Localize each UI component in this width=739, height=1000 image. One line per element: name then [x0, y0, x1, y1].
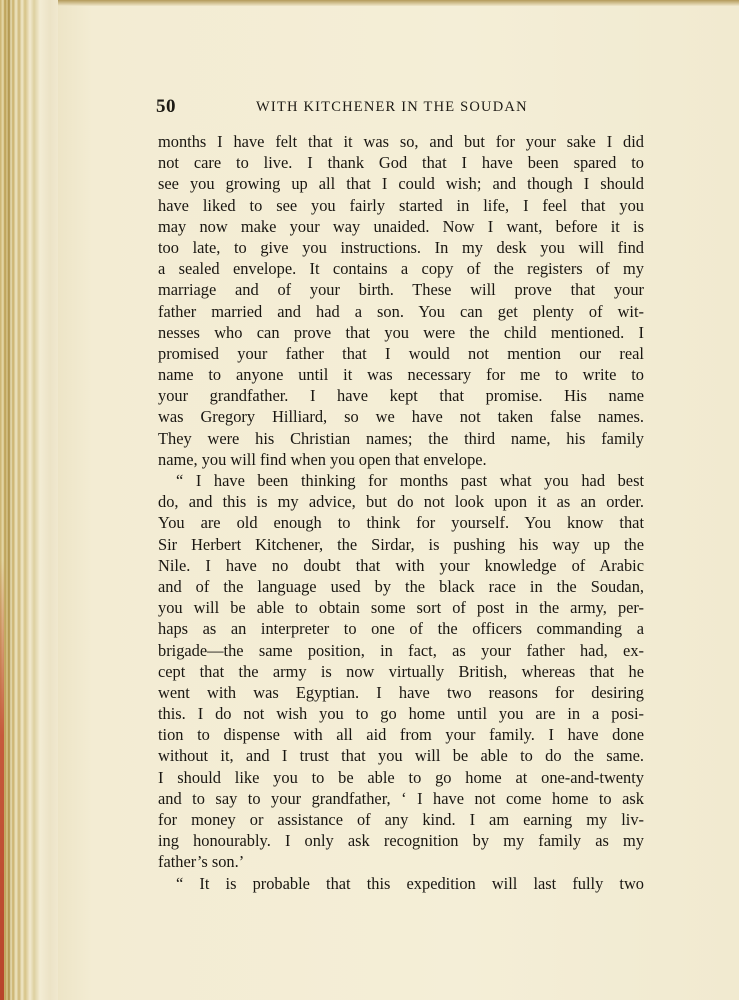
paragraph-start-line: “ It is probable that this expedition will last fully two	[176, 873, 644, 893]
text-line: haps as an interpreter to one of the officers commanding a	[158, 619, 644, 639]
page-header	[156, 96, 644, 118]
text-line: without it, and I trust that you will be able to do the same.	[158, 746, 644, 766]
paragraph-start-line: “ I have been thinking for months past what you had best	[176, 471, 644, 490]
text-line: marriage and of your birth. These will prove that your	[158, 280, 644, 300]
text-line: too late, to give you instructions. In my desk you will find	[158, 237, 644, 257]
text-line: was Gregory Hilliard, so we have not taken false names.	[158, 407, 644, 427]
text-line: nesses who can prove that you were the child mentioned. I	[158, 322, 644, 342]
text-line: cept that the army is now virtually British, whereas that he	[158, 661, 644, 681]
text-line: ing honourably. I only ask recognition by my family as my	[158, 831, 644, 851]
text-line: went with was Egyptian. I have two reasons for desiring	[158, 682, 644, 702]
paragraph-end-line: father’s son.’	[158, 852, 245, 872]
text-line: may now make your way unaided. Now I want, before it is	[158, 216, 644, 236]
text-line: Sir Herbert Kitchener, the Sirdar, is pushing his way up the	[158, 534, 644, 554]
text-line: I should like you to be able to go home at one-and-twenty	[158, 767, 644, 787]
text-line: a sealed envelope. It contains a copy of the registers of my	[158, 259, 644, 279]
text-line: you will be able to obtain some sort of post in the army, per-	[158, 598, 644, 618]
text-line: promised your father that I would not mention our real	[158, 343, 644, 363]
text-line: You are old enough to think for yourself. You know that	[158, 513, 644, 533]
text-line: father married and had a son. You can get plenty of wit-	[158, 301, 644, 321]
text-line: not care to live. I thank God that I have been spared to	[158, 153, 644, 173]
text-line: do, and this is my advice, but do not look upon it as an order.	[158, 492, 644, 512]
page-number: 50	[156, 96, 176, 117]
text-line: have liked to see you fairly started in life, I feel that you	[158, 195, 644, 215]
text-line: for money or assistance of any kind. I am earning my liv-	[158, 810, 644, 829]
page-edge-stain	[0, 560, 4, 1000]
text-line: months I have felt that it was so, and but for your sake I did	[158, 132, 644, 151]
text-line: and to say to your grandfather, ‘ I have not come home to ask	[158, 788, 644, 808]
book-gutter	[0, 0, 58, 1000]
text-line: see you growing up all that I could wish; and though I should	[158, 174, 644, 194]
text-line: this. I do not wish you to go home until you are in a posi-	[158, 704, 644, 724]
paragraph-end-line: name, you will find when you open that envelope.	[158, 449, 487, 469]
text-line: your grandfather. I have kept that promise. His name	[158, 386, 644, 406]
body-text	[158, 131, 644, 894]
text-line: and of the language used by the black race in the Soudan,	[158, 576, 644, 596]
text-line: tion to dispense with all aid from your family. I have done	[158, 725, 644, 745]
text-line: name to anyone until it was necessary for me to write to	[158, 365, 644, 385]
running-head: WITH KITCHENER IN THE SOUDAN	[256, 99, 528, 115]
text-line: Nile. I have no doubt that with your knowledge of Arabic	[158, 555, 644, 575]
text-line: brigade—the same position, in fact, as your father had, ex-	[158, 640, 644, 660]
text-line: They were his Christian names; the third name, his family	[158, 428, 644, 448]
